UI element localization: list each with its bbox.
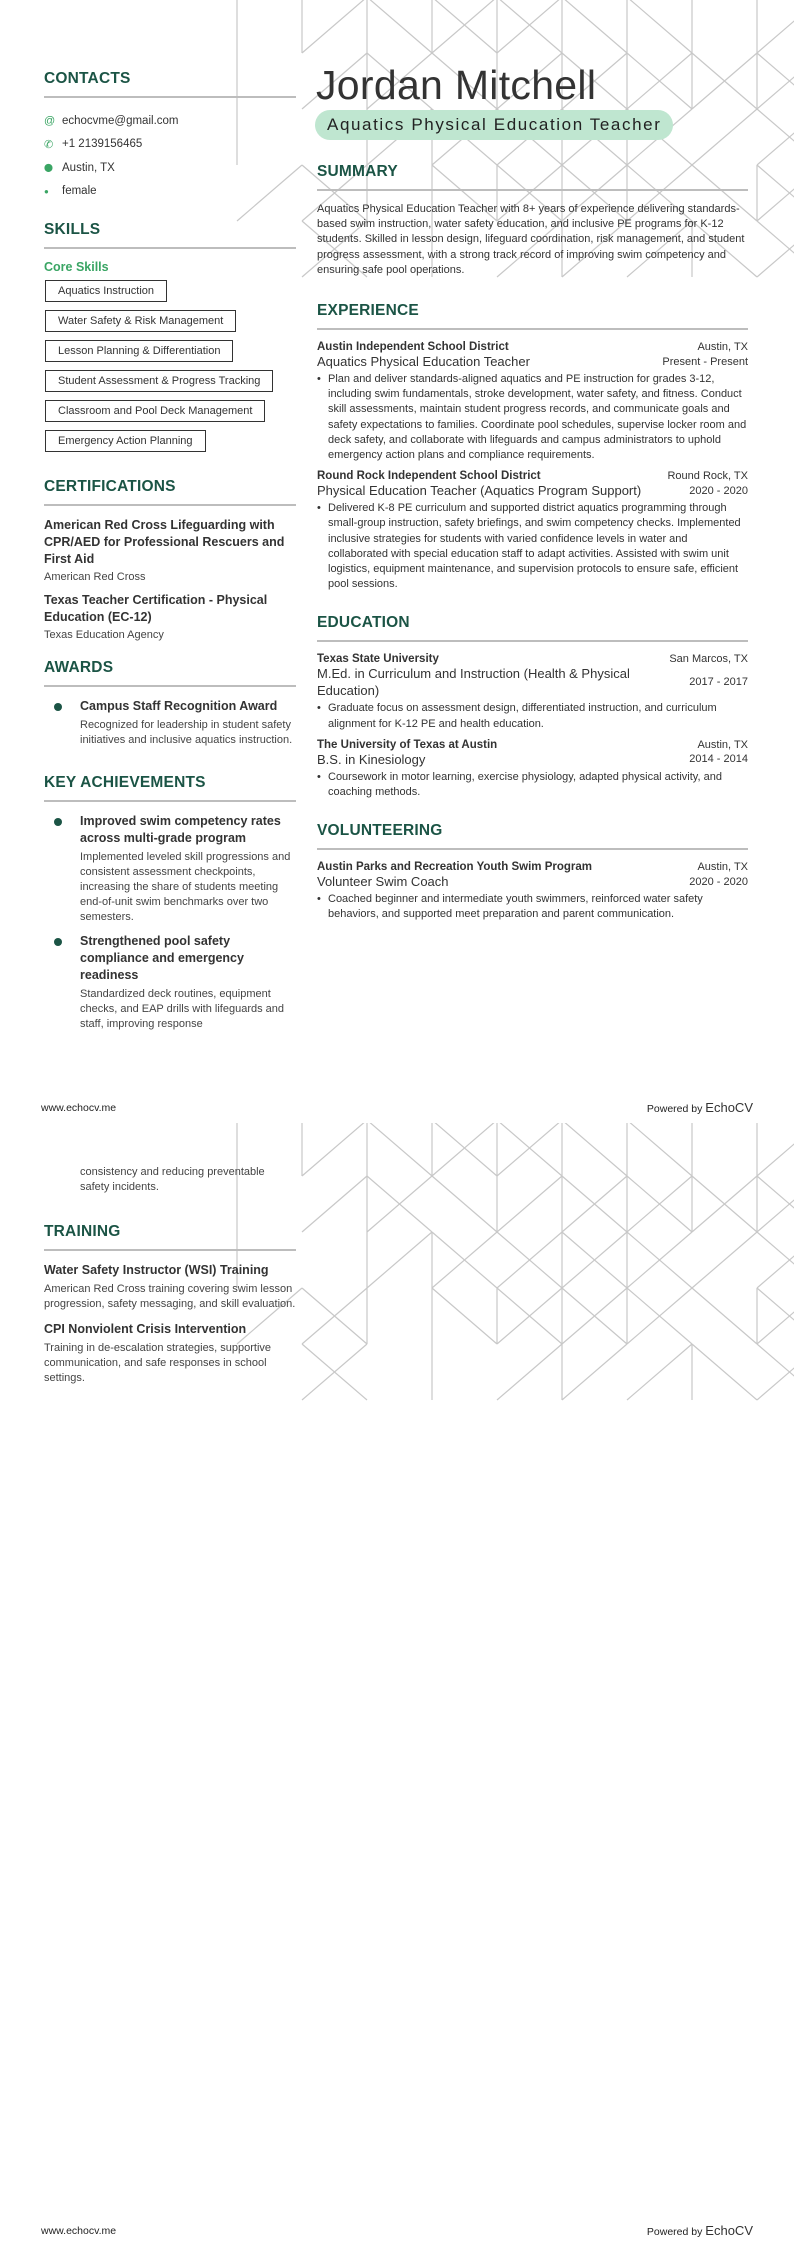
achievement-description: Implemented leveled skill progressions and consistent assessment checkpoints, increasing the share of students meeting end-of-unit swim benchmarks over two semesters. (80, 851, 291, 923)
pattern-line (757, 109, 794, 165)
education-entry (317, 739, 748, 800)
pattern-line (302, 1176, 367, 1232)
experience-entry (317, 470, 748, 592)
divider (317, 640, 748, 642)
bullet-list (317, 770, 748, 800)
divider (44, 800, 296, 802)
organization-name: Austin Independent School District (317, 341, 509, 354)
pattern-line (692, 1232, 757, 1288)
education-list (317, 653, 748, 800)
pattern-line (627, 0, 692, 53)
entry-header (317, 341, 748, 353)
award-description: Recognized for leadership in student safety initiatives and inclusive aquatics instruction. (80, 719, 293, 746)
pattern-line (692, 109, 757, 165)
pattern-line (627, 1344, 692, 1400)
certification-issuer: Texas Education Agency (44, 629, 164, 641)
divider (317, 848, 748, 850)
echocv-logo: EchoCV (705, 2223, 753, 2238)
training-title: Water Safety Instructor (WSI) Training (44, 1263, 269, 1277)
footer-website[interactable]: www.echocv.me (41, 1102, 117, 1114)
experience-list (317, 341, 748, 592)
left-column (44, 70, 296, 1040)
left-column (44, 1165, 296, 1395)
pattern-line (757, 1288, 794, 1344)
certification-issuer: American Red Cross (44, 571, 146, 583)
training-list (44, 1262, 296, 1386)
pattern-line (497, 1344, 562, 1400)
location: San Marcos, TX (669, 653, 748, 666)
pattern-line (367, 1232, 432, 1288)
role-title: Aquatics Physical Education Teacher (317, 354, 530, 370)
role-title: M.Ed. in Curriculum and Instruction (Health & Physical Education) (317, 666, 630, 699)
skill-group-label: Core Skills (44, 260, 109, 274)
bullet-item: • Delivered K-8 PE curriculum and supported district aquatics programming through small-group instruction, safety briefings, and swim competency checks. Implemented inclusive strategies for students with varied confidence levels in water and collaborated with special education staff to adapt activities. Assisted with swim unit logistics, equipment maintenance, and supervision protocols to ensure safe, efficient pool sessions. (317, 501, 748, 592)
bullet-dot-icon (54, 703, 62, 711)
bullet-list (317, 892, 748, 922)
skills-list (44, 280, 296, 460)
location: Austin, TX (697, 341, 748, 354)
echocv-logo: EchoCV (705, 1100, 753, 1115)
bullet-item: • Coached beginner and intermediate youth swimmers, reinforced water safety behaviors, and supported meet preparation and parent communication. (317, 892, 748, 922)
training-description: American Red Cross training covering swim lesson progression, safety messaging, and skill evaluation. (44, 1283, 296, 1310)
organization-name: Austin Parks and Recreation Youth Swim Program (317, 861, 593, 874)
contact-text[interactable]: +1 2139156465 (62, 138, 143, 151)
experience-heading: EXPERIENCE (317, 302, 419, 320)
divider (317, 189, 748, 191)
location: Round Rock, TX (667, 470, 748, 483)
pattern-line (757, 109, 794, 165)
candidate-name: Jordan Mitchell (316, 62, 597, 108)
contact-text[interactable]: echocvme@gmail.com (62, 114, 179, 127)
certifications-list (44, 517, 296, 641)
education-heading: EDUCATION (317, 614, 410, 632)
pattern-line (692, 1288, 757, 1344)
location-pin-icon: ⬤ (44, 163, 53, 173)
pattern-line (757, 1176, 794, 1232)
role-title: Volunteer Swim Coach (317, 874, 449, 890)
contact-text: female (62, 185, 97, 198)
entry-subheader (317, 353, 748, 370)
entry-header (317, 861, 748, 873)
divider (317, 328, 748, 330)
date-range: 2020 - 2020 (689, 875, 748, 888)
contact-item (44, 109, 296, 133)
pattern-line (757, 1232, 794, 1288)
job-title-badge: Aquatics Physical Education Teacher (315, 110, 673, 140)
organization-name: Texas State University (317, 653, 439, 666)
pattern-line (757, 165, 794, 221)
contact-item (44, 133, 296, 157)
organization-name: Round Rock Independent School District (317, 470, 541, 483)
divider (44, 504, 296, 506)
skill-chip: Aquatics Instruction (45, 280, 167, 302)
pattern-line (497, 1176, 562, 1232)
key-achievements-heading: KEY ACHIEVEMENTS (44, 774, 206, 791)
organization-name: The University of Texas at Austin (317, 738, 498, 751)
summary-heading: SUMMARY (317, 163, 398, 180)
pattern-line (757, 1344, 794, 1400)
role-title: B.S. in Kinesiology (317, 751, 426, 767)
bullet-dot-icon (54, 818, 62, 826)
achievement-item (44, 813, 296, 925)
pattern-line (757, 53, 794, 109)
skill-chip: Water Safety & Risk Management (45, 310, 236, 332)
pattern-line (367, 1123, 432, 1176)
entry-subheader (317, 751, 748, 768)
bullet-item: • Graduate focus on assessment design, differentiated instruction, and curriculum alignment for K-12 PE and health education. (317, 701, 748, 731)
pattern-line (432, 1176, 497, 1232)
divider (44, 685, 296, 687)
pattern-line (562, 1344, 627, 1400)
pattern-line (757, 0, 794, 53)
date-range: 2017 - 2017 (689, 676, 748, 689)
certification-title: Texas Teacher Certification - Physical Education (EC-12) (44, 593, 268, 624)
pattern-line (757, 53, 794, 109)
pattern-line (757, 1232, 794, 1288)
achievement-item (44, 933, 296, 1032)
date-range: 2020 - 2020 (689, 484, 748, 497)
at-icon: @ (44, 114, 56, 127)
volunteering-entry (317, 861, 748, 922)
achievement-title: Improved swim competency rates across multi-grade program (80, 814, 281, 845)
awards-heading: AWARDS (44, 659, 114, 676)
entry-subheader (317, 482, 748, 499)
certifications-heading: CERTIFICATIONS (44, 478, 176, 495)
date-range: Present - Present (662, 355, 748, 368)
training-title: CPI Nonviolent Crisis Intervention (44, 1322, 247, 1336)
pattern-line (562, 1123, 627, 1176)
contacts-list (44, 109, 296, 203)
contact-item (44, 156, 296, 180)
phone-icon: ✆ (44, 138, 54, 151)
entry-header (317, 739, 748, 751)
pattern-line (757, 1288, 794, 1344)
certification-title: American Red Cross Lifeguarding with CPR/AED for Professional Rescuers and First Aid (44, 518, 285, 566)
bullet-list (317, 372, 748, 463)
footer-powered-by (647, 1100, 753, 1115)
achievement-title: Strengthened pool safety compliance and emergency readiness (80, 934, 244, 982)
footer-powered-by (647, 2223, 753, 2238)
skill-chip: Lesson Planning & Differentiation (45, 340, 233, 362)
entry-header (317, 653, 748, 665)
footer-website[interactable]: www.echocv.me (41, 2225, 117, 2237)
pattern-line (757, 1123, 794, 1176)
person-icon: ● (44, 186, 49, 196)
location: Austin, TX (697, 861, 748, 874)
location: Austin, TX (697, 738, 748, 751)
pattern-line (757, 165, 794, 221)
entry-subheader (317, 665, 748, 699)
award-title: Campus Staff Recognition Award (80, 699, 278, 713)
pattern-line (367, 0, 432, 53)
contact-item (44, 180, 296, 204)
bullet-item: • Plan and deliver standards-aligned aquatics and PE instruction for grades 3-12, including swim fundamentals, stroke development, water safety, and fitness. Conduct skill assessments, maintain student progress records, and communicate goals and safety expectations to families. Coordinate pool schedules, supervise locker room and deck safety, and collaborate with lifeguards and campus administrators to uphold emergency action plans and compliance requirements. (317, 372, 748, 463)
skills-heading: SKILLS (44, 221, 101, 238)
pattern-line (757, 1344, 794, 1400)
pattern-line (432, 1288, 497, 1344)
education-entry (317, 653, 748, 731)
pattern-line (627, 1123, 692, 1176)
pattern-line (302, 0, 367, 53)
training-heading: TRAINING (44, 1223, 121, 1240)
summary-text: Aquatics Physical Education Teacher with 8+ years of experience delivering standards-based swim instruction, water safety education, and inclusive PE programs for K-12 students. Skilled in lesson design, lifeguard coordination, risk management, and student progress assessment, with a strong track record of improving swim competency and ensuring safe pool operations. (317, 203, 745, 276)
right-column (317, 163, 748, 930)
divider (44, 247, 296, 249)
volunteering-list (317, 861, 748, 922)
skill-chip: Student Assessment & Progress Tracking (45, 370, 273, 392)
pattern-line (757, 221, 794, 277)
skill-chip: Classroom and Pool Deck Management (45, 400, 265, 422)
contact-text: Austin, TX (62, 161, 115, 174)
resume-page-2 (0, 1123, 794, 2246)
bullet-item: • Coursework in motor learning, exercise physiology, adapted physical activity, and coaching methods. (317, 770, 748, 800)
bullet-list (317, 501, 748, 592)
pattern-line (757, 1176, 794, 1232)
entry-subheader (317, 873, 748, 890)
pattern-line (757, 221, 794, 277)
achievement-description: Standardized deck routines, equipment checks, and EAP drills with lifeguards and staff, improving response (80, 988, 285, 1030)
pattern-line (692, 1344, 757, 1400)
contacts-heading: CONTACTS (44, 70, 131, 87)
pattern-line (302, 1123, 367, 1176)
skill-chip: Emergency Action Planning (45, 430, 206, 452)
award-item (44, 698, 296, 748)
volunteering-heading: VOLUNTEERING (317, 822, 443, 840)
powered-by-label: Powered by (646, 1103, 703, 1115)
role-title: Physical Education Teacher (Aquatics Program Support) (317, 483, 642, 499)
bullet-dot-icon (54, 938, 62, 946)
divider (44, 96, 296, 98)
date-range: 2014 - 2014 (689, 753, 748, 766)
experience-entry (317, 341, 748, 463)
training-description: Training in de-escalation strategies, supportive communication, and safe responses in school settings. (44, 1342, 272, 1384)
entry-header (317, 470, 748, 482)
pattern-line (562, 0, 627, 53)
bullet-list (317, 701, 748, 731)
achievement-description-continued: consistency and reducing preventable safety incidents. (80, 1166, 265, 1193)
divider (44, 1249, 296, 1251)
powered-by-label: Powered by (646, 2226, 703, 2238)
